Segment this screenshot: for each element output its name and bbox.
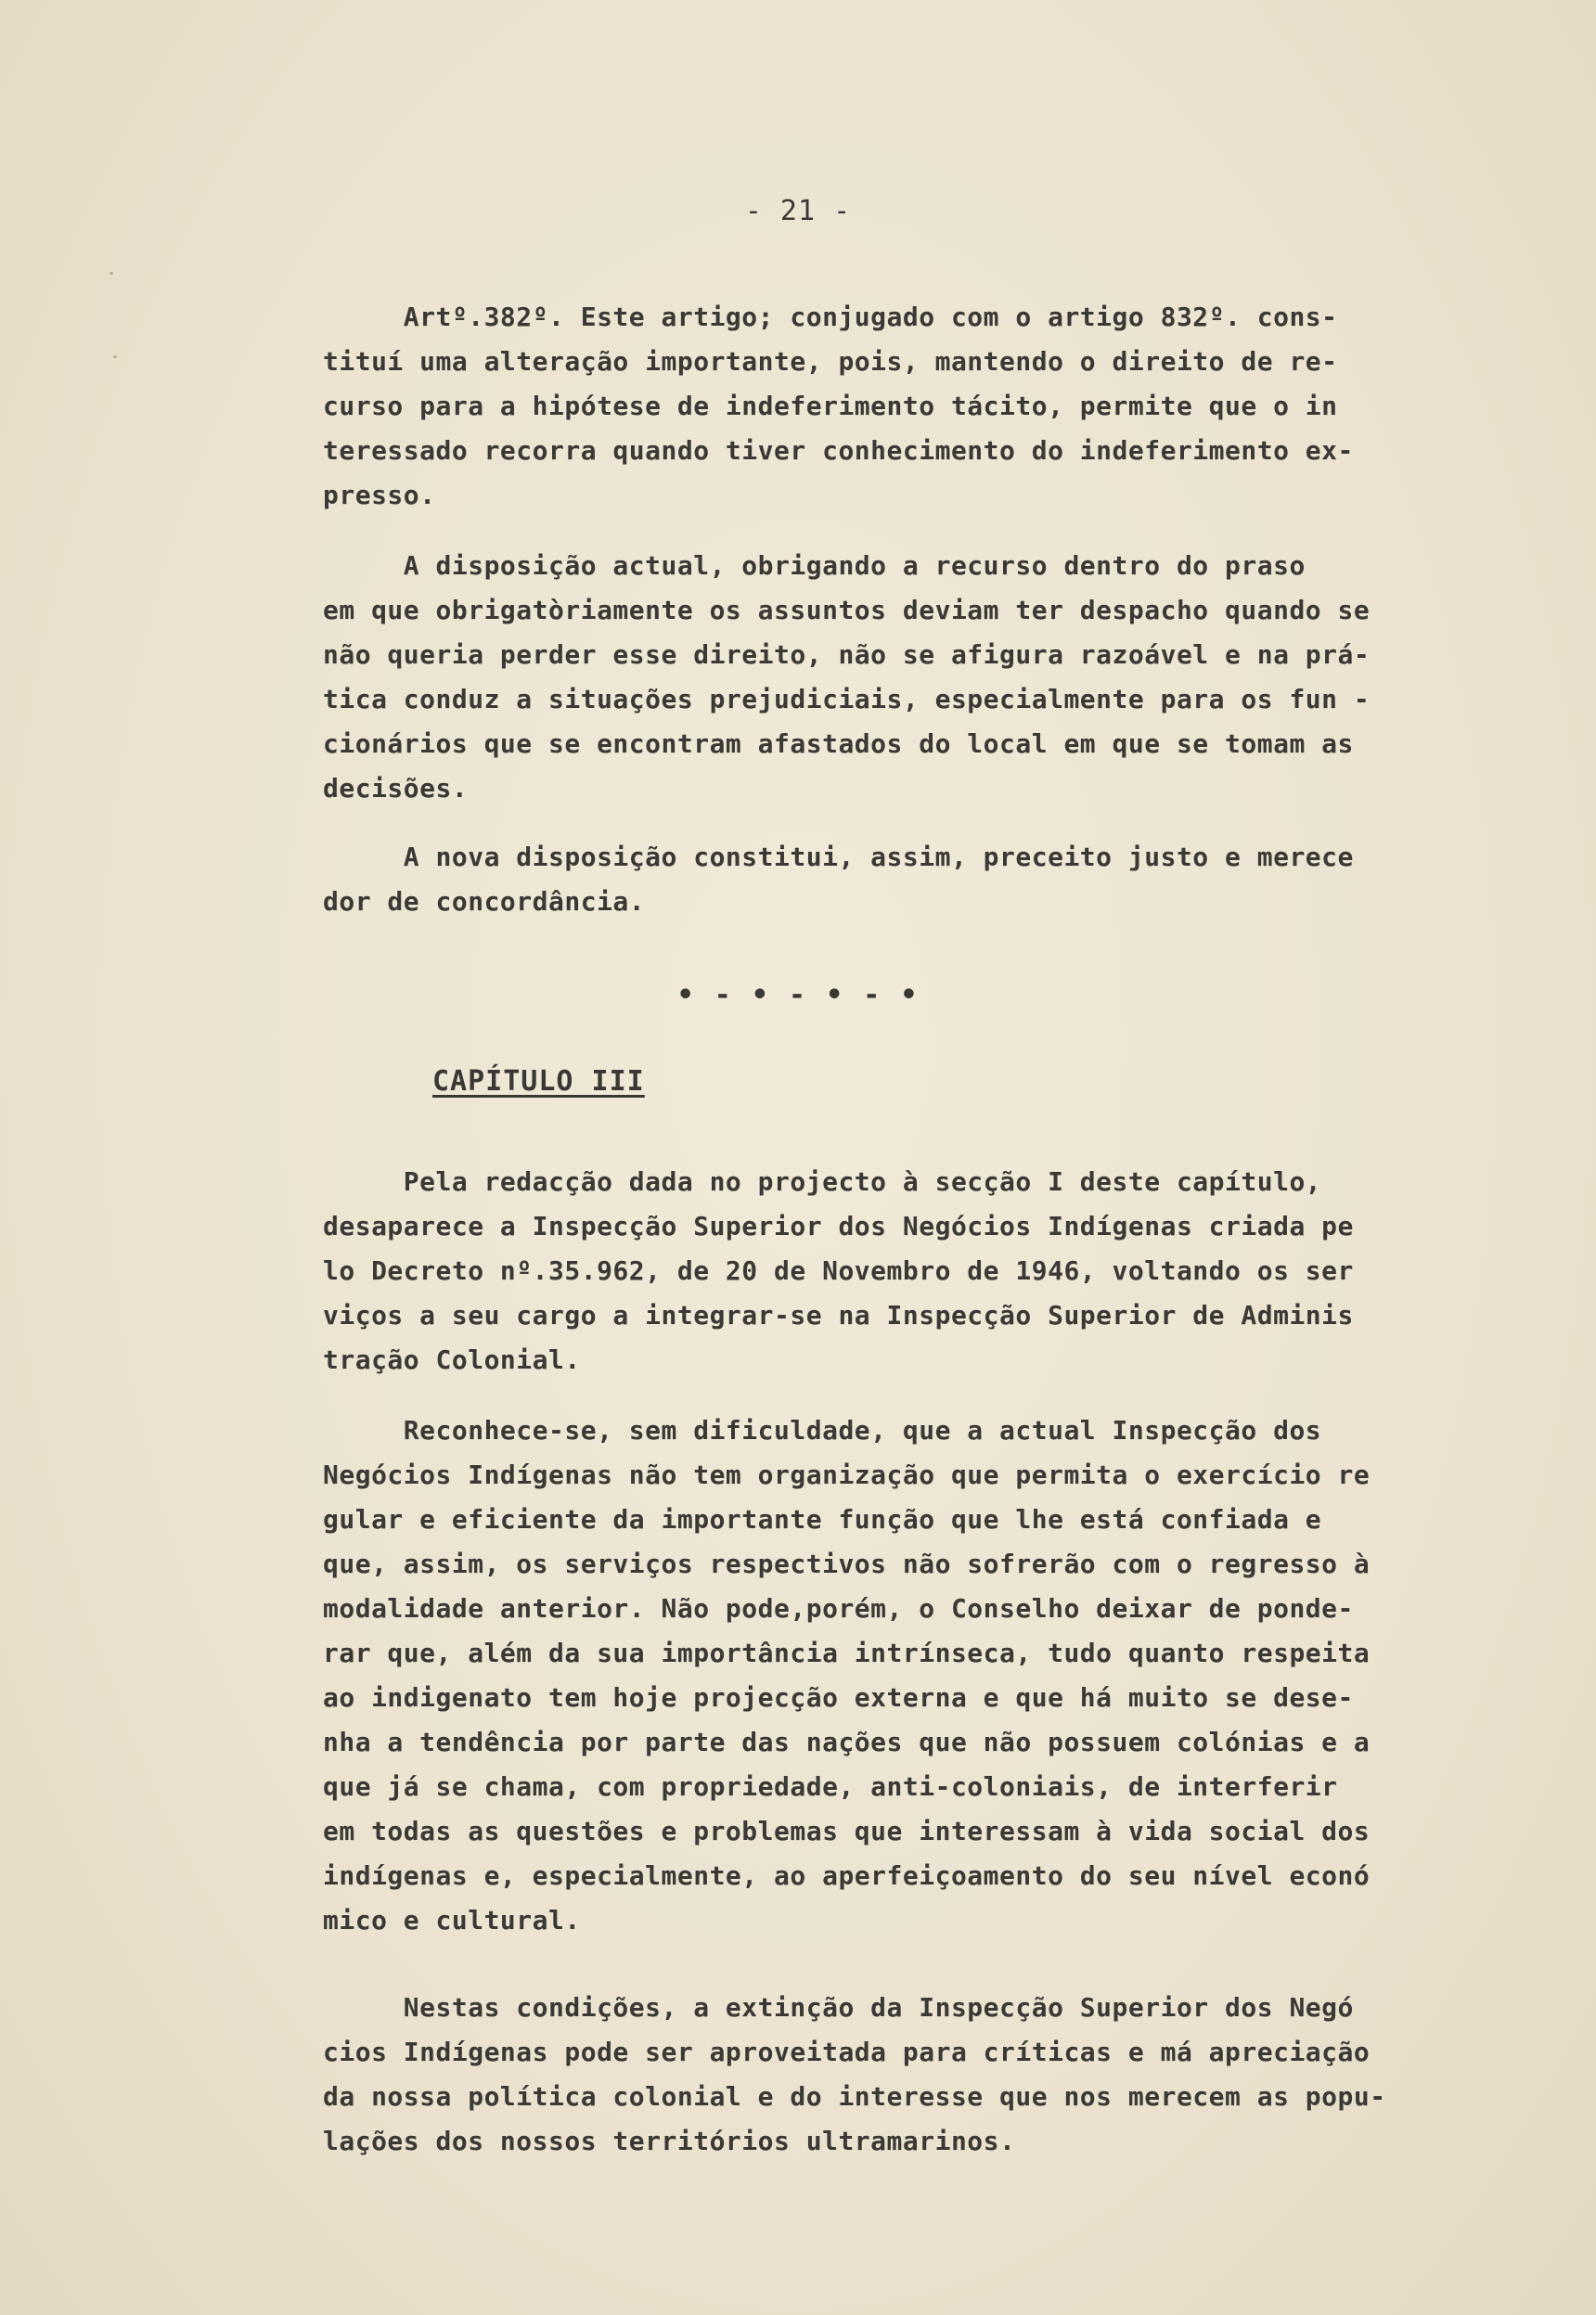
paper-speck bbox=[109, 272, 113, 275]
paragraph-section-one bbox=[323, 1160, 1529, 1383]
text-line: Reconhece-se, sem dificuldade, que a actual Inspecção dos bbox=[323, 1415, 1322, 1446]
text-line: A nova disposição constitui, assim, preceito justo e merece bbox=[323, 842, 1354, 872]
section-separator: • - • - • - • bbox=[676, 979, 920, 1011]
text-line: lações dos nossos territórios ultramarinos. bbox=[323, 2126, 1016, 2156]
text-line: teressado recorra quando tiver conhecimento do indeferimento ex- bbox=[323, 435, 1354, 466]
text-line: dor de concordância. bbox=[323, 886, 646, 917]
text-line: tica conduz a situações prejudiciais, especialmente para os fun - bbox=[323, 684, 1371, 714]
paper-speck bbox=[113, 355, 117, 358]
text-line: cionários que se encontram afastados do local em que se tomam as bbox=[323, 728, 1354, 759]
text-line: nha a tendência por parte das nações que não possuem colónias e a bbox=[323, 1727, 1371, 1757]
text-line: que, assim, os serviços respectivos não sofrerão com o regresso à bbox=[323, 1549, 1371, 1579]
text-line: Negócios Indígenas não tem organização que permita o exercício re bbox=[323, 1460, 1371, 1490]
paragraph-new-provision bbox=[323, 835, 1529, 924]
text-line: em que obrigatòriamente os assuntos deviam ter despacho quando se bbox=[323, 595, 1371, 625]
text-line: lo Decreto nº.35.962, de 20 de Novembro de 1946, voltando os ser bbox=[323, 1255, 1354, 1286]
text-line: curso para a hipótese de indeferimento tácito, permite que o in bbox=[323, 391, 1338, 421]
text-line: tração Colonial. bbox=[323, 1344, 581, 1375]
text-line: Nestas condições, a extinção da Inspecção Superior dos Negó bbox=[323, 1992, 1354, 2023]
text-line: viços a seu cargo a integrar-se na Inspecção Superior de Adminis bbox=[323, 1300, 1354, 1331]
text-line: mico e cultural. bbox=[323, 1905, 581, 1936]
page-number: - 21 - bbox=[744, 195, 852, 227]
text-line: da nossa política colonial e do interesse que nos merecem as popu- bbox=[323, 2081, 1386, 2112]
paragraph-article-382 bbox=[323, 295, 1529, 518]
text-line: A disposição actual, obrigando a recurso dentro do praso bbox=[323, 550, 1306, 581]
chapter-heading: CAPÍTULO III bbox=[432, 1065, 645, 1098]
text-line: tituí uma alteração importante, pois, mantendo o direito de re- bbox=[323, 346, 1338, 377]
text-line: gular e eficiente da importante função que lhe está confiada e bbox=[323, 1504, 1322, 1535]
text-line: que já se chama, com propriedade, anti-coloniais, de interferir bbox=[323, 1771, 1338, 1802]
text-line: presso. bbox=[323, 480, 436, 510]
text-line: rar que, além da sua importância intrínseca, tudo quanto respeita bbox=[323, 1638, 1371, 1668]
paragraph-recognition bbox=[323, 1408, 1529, 1943]
text-line: Artº.382º. Este artigo; conjugado com o artigo 832º. cons- bbox=[323, 302, 1338, 332]
paragraph-conditions bbox=[323, 1986, 1529, 2164]
text-line: Pela redacção dada no projecto à secção I deste capítulo, bbox=[323, 1166, 1322, 1197]
text-line: decisões. bbox=[323, 773, 469, 804]
text-line: não queria perder esse direito, não se afigura razoável e na prá- bbox=[323, 639, 1371, 670]
text-line: ao indigenato tem hoje projecção externa e que há muito se dese- bbox=[323, 1682, 1354, 1713]
text-line: cios Indígenas pode ser aproveitada para críticas e má apreciação bbox=[323, 2037, 1371, 2067]
text-line: modalidade anterior. Não pode,porém, o Conselho deixar de ponde- bbox=[323, 1593, 1354, 1624]
text-line: desaparece a Inspecção Superior dos Negócios Indígenas criada pe bbox=[323, 1211, 1354, 1241]
text-line: em todas as questões e problemas que interessam à vida social dos bbox=[323, 1816, 1371, 1846]
paragraph-current-provision bbox=[323, 544, 1529, 811]
text-line: indígenas e, especialmente, ao aperfeiçoamento do seu nível econó bbox=[323, 1860, 1371, 1891]
